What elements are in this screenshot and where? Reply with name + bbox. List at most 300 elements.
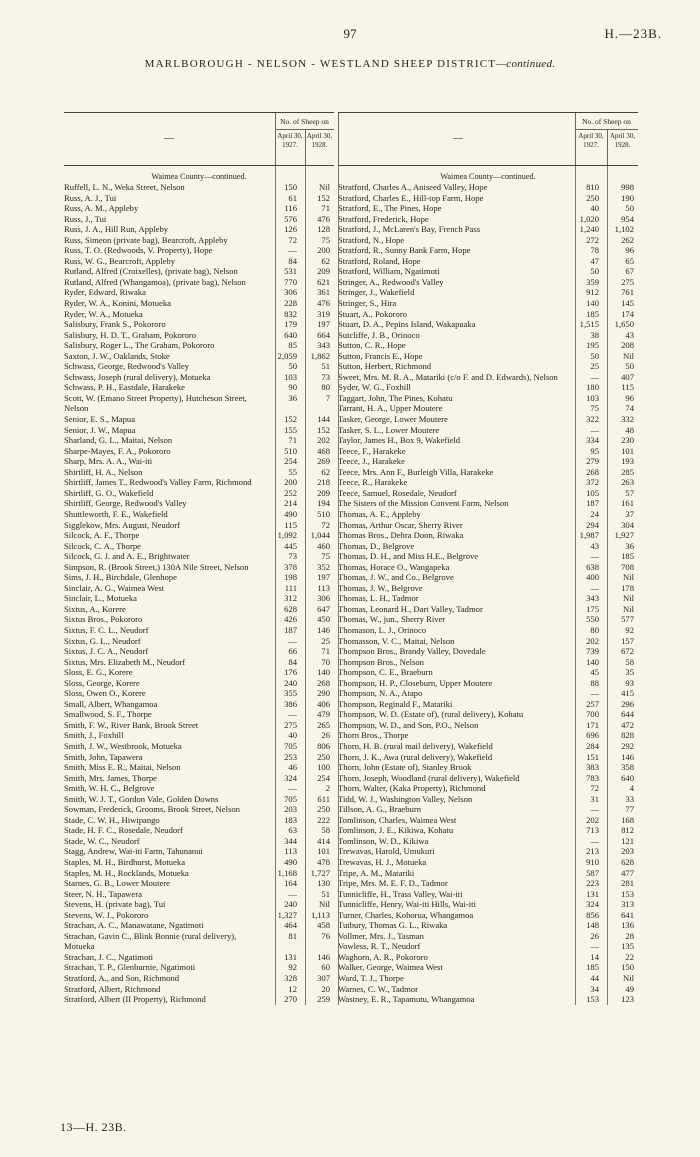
sheep-1927: 783 — [586, 772, 599, 783]
sheep-1927: 810 — [586, 182, 599, 192]
owner-name: Sixtus, Mrs. Elizabeth M., Neudorf — [64, 656, 186, 667]
sheep-1928: 76 — [321, 930, 330, 941]
owner-name: Syder, W. G., Foxhill — [338, 382, 411, 393]
table-row — [64, 182, 334, 193]
table-row — [338, 425, 638, 436]
table-row — [64, 382, 334, 393]
sheep-1928: 168 — [621, 814, 634, 825]
sheep-1928: 161 — [621, 498, 634, 509]
sheep-1928: 70 — [321, 656, 330, 667]
sheep-1928: 307 — [317, 973, 330, 984]
table-row — [64, 520, 334, 531]
sheep-1927: 386 — [284, 698, 297, 709]
sheep-1927: 214 — [284, 498, 297, 509]
owner-name: Thomas, D. H., and Miss H.E., Belgrove — [338, 551, 479, 562]
owner-name: Thompson, Reginald F., Matariki — [338, 698, 453, 709]
sheep-1928: 35 — [625, 667, 634, 678]
sheep-1928: 828 — [621, 730, 634, 741]
sheep-1928: 647 — [317, 603, 330, 614]
sheep-1928: 1,650 — [614, 319, 634, 330]
sheep-count-header: No. of Sheep on — [280, 117, 329, 126]
owner-name: Stuart, A., Pokororo — [338, 308, 407, 319]
sheep-1927: 328 — [284, 973, 297, 984]
sheep-1927: 312 — [284, 593, 297, 604]
table-row — [338, 878, 638, 889]
owner-name: Tomlinson, W. D., Kikiwa — [338, 835, 429, 846]
sheep-1928: 250 — [317, 751, 330, 762]
sheep-1928: 641 — [621, 909, 634, 920]
sheep-1928: 806 — [317, 740, 330, 751]
owner-name: Sutton, C. R., Hope — [338, 340, 406, 351]
owner-name: Stratford, William, Ngatimoti — [338, 266, 440, 277]
sheep-1927: 640 — [284, 329, 297, 340]
owner-name: Tasker, S. L., Lower Moutere — [338, 424, 440, 435]
footer-signature: 13—H. 23B. — [60, 1120, 127, 1134]
sheep-1927: 2,059 — [277, 350, 297, 361]
table-row — [64, 287, 334, 298]
table-row — [64, 815, 334, 826]
owner-name: Tomlinson, J. E., Kikiwa, Kohatu — [338, 825, 454, 836]
owner-name: Saxton, J. W., Oaklands, Stoke — [64, 350, 170, 361]
sheep-1928: 43 — [625, 329, 634, 340]
owner-name: Sutton, Herbert, Richmond — [338, 361, 432, 372]
table-row — [338, 783, 638, 794]
sheep-1928: 49 — [625, 983, 634, 994]
table-row — [64, 372, 334, 383]
owner-name: Thorn, Walter, (Kaka Property), Richmond — [338, 783, 486, 794]
sheep-1928: 146 — [621, 751, 634, 762]
owner-name: Senior, E. S., Mapua — [64, 414, 136, 425]
owner-name: Tasker, George, Lower Moutere — [338, 414, 448, 425]
sheep-1927: 153 — [586, 994, 599, 1005]
table-row — [64, 636, 334, 647]
table-row — [338, 520, 638, 531]
table-row — [338, 509, 638, 520]
owner-name: Thomas, Arthur Oscar, Sherry River — [338, 519, 463, 530]
sheep-1928: 77 — [625, 804, 634, 815]
sheep-1928: 197 — [317, 319, 330, 330]
table-row — [64, 720, 334, 731]
sheep-1927: 131 — [284, 951, 297, 962]
sheep-1928: 1,927 — [614, 530, 634, 541]
owner-name: Thomas, Leonard H., Dart Valley, Tadmor — [338, 603, 483, 614]
sheep-1927: — — [288, 245, 297, 256]
owner-name: Tidd, W. J., Washington Valley, Nelson — [338, 793, 473, 804]
sheep-1927: 72 — [590, 783, 599, 794]
sheep-1927: 113 — [284, 846, 297, 857]
owner-name: Sixtus Bros., Pokororo — [64, 614, 143, 625]
sheep-1928: 708 — [621, 561, 634, 572]
owner-name: Sigglekow, Mrs. August, Neudorf — [64, 519, 180, 530]
owner-name: Thompson, H. P., Closeburn, Upper Moutere — [338, 677, 493, 688]
table-row — [64, 435, 334, 446]
sheep-1928: 48 — [625, 424, 634, 435]
sheep-1928: 152 — [317, 424, 330, 435]
table-row — [64, 825, 334, 836]
owner-name: Thompson Bros., Brandy Valley, Dovedale — [338, 646, 486, 657]
owner-name: Sharpe-Mayes, F. A., Pokororo — [64, 445, 171, 456]
left-table-header — [64, 112, 334, 166]
sheep-1928: 761 — [621, 287, 634, 298]
owner-name: Staples, M. H., Rocklands, Motueka — [64, 867, 189, 878]
table-row — [64, 351, 334, 362]
sheep-1928: 478 — [317, 857, 330, 867]
owner-name: Russ, W. G., Bearcroft, Appleby — [64, 255, 175, 266]
owner-name: Steer, N. H., Tapawera — [64, 888, 142, 899]
sheep-1928: 1,727 — [310, 867, 330, 878]
owner-name: Salisbury, Frank S., Pokororo — [64, 319, 166, 330]
sheep-1928: 33 — [625, 793, 634, 804]
owner-name: Sinclair, L., Motueka — [64, 593, 137, 604]
sheep-1928: 75 — [321, 234, 330, 245]
sheep-1928: 208 — [621, 340, 634, 351]
sheep-1928: 628 — [621, 857, 634, 867]
table-row — [338, 825, 638, 836]
owner-name: Silcock, A. F., Thorpe — [64, 530, 140, 541]
table-row — [338, 193, 638, 204]
owner-name: Thomas, A. E., Appleby — [338, 508, 421, 519]
table-row — [338, 730, 638, 741]
table-row — [338, 762, 638, 773]
sheep-1927: 164 — [284, 878, 297, 889]
owner-name: Ward, T. J., Thorpe — [338, 973, 404, 984]
sheep-1927: 240 — [284, 677, 297, 688]
owner-name: Thomason, L. J., Orinoco — [338, 624, 427, 635]
sheep-1927: 151 — [586, 751, 599, 762]
owner-name: Strachan, J. C., Ngatimoti — [64, 951, 154, 962]
sheep-1927: 88 — [590, 677, 599, 688]
sheep-1927: 50 — [288, 361, 297, 372]
sheep-1928: 22 — [625, 951, 634, 962]
sheep-1928: 50 — [625, 203, 634, 214]
owner-name: Thomas, W., jun., Sherry River — [338, 614, 446, 625]
table-row — [64, 868, 334, 879]
sheep-1928: 150 — [621, 962, 634, 973]
table-row — [64, 752, 334, 763]
owner-name: Sloss, E. G., Korere — [64, 667, 133, 678]
sheep-1927: 713 — [586, 825, 599, 836]
sheep-1928: Nil — [319, 182, 330, 192]
table-row — [64, 994, 334, 1005]
sheep-1928: 51 — [321, 888, 330, 899]
sheep-1927: 306 — [284, 287, 297, 298]
owner-name: Small, Albert, Whangamoa — [64, 698, 158, 709]
sheep-1927: 105 — [586, 487, 599, 498]
table-row — [64, 699, 334, 710]
sheep-1927: 50 — [590, 266, 599, 277]
sheep-1928: 174 — [621, 308, 634, 319]
table-row — [338, 309, 638, 320]
sheep-1927: 185 — [586, 308, 599, 319]
owner-name: Sloss, George, Korere — [64, 677, 140, 688]
sheep-1927: 700 — [586, 709, 599, 720]
sheep-1927: 61 — [288, 192, 297, 203]
sheep-1927: 832 — [284, 308, 297, 319]
sheep-1928: Nil — [623, 593, 634, 604]
table-row — [338, 351, 638, 362]
table-row — [338, 625, 638, 636]
owner-name: Tomlinson, Charles, Waimea West — [338, 814, 457, 825]
sheep-1927: 213 — [586, 846, 599, 857]
table-row — [338, 203, 638, 214]
section-heading: Waimea County—continued. — [151, 172, 247, 181]
owner-name: Shirtliff, George, Redwood's Valley — [64, 498, 187, 509]
sheep-1927: 103 — [586, 392, 599, 403]
sheep-1928: 20 — [321, 983, 330, 994]
table-row — [64, 741, 334, 752]
sheep-1928: 352 — [317, 561, 330, 572]
sheep-1927: 400 — [586, 572, 599, 583]
table-row — [338, 614, 638, 625]
sheep-1928: 268 — [317, 677, 330, 688]
table-row — [64, 498, 334, 509]
table-row — [64, 593, 334, 604]
table-row — [338, 287, 638, 298]
sheep-1927: 14 — [590, 951, 599, 962]
owner-name: Simpson, R. (Brook Street,) 130A Nile Street, Nelson — [64, 561, 249, 572]
sheep-1928: 1,862 — [310, 350, 330, 361]
sheep-1928: 36 — [625, 540, 634, 551]
sheep-1927: 638 — [586, 561, 599, 572]
sheep-1927: 50 — [590, 350, 599, 361]
owner-name: Turner, Charles, Kohorua, Whangamoa — [338, 909, 474, 920]
table-row — [64, 245, 334, 256]
table-row — [338, 182, 638, 193]
sheep-1927: 268 — [586, 466, 599, 477]
owner-name: Staples, M. H., Birdhurst, Motueka — [64, 857, 186, 867]
owner-name: Shirtliff, G. O., Wakefield — [64, 487, 154, 498]
table-row — [338, 994, 638, 1005]
table-row — [338, 741, 638, 752]
table-row — [338, 330, 638, 341]
sheep-1927: 44 — [590, 973, 599, 984]
sheep-1927: 84 — [288, 255, 297, 266]
sheep-1927: 148 — [586, 920, 599, 931]
owner-name: Thomas, J. W., and Co., Belgrove — [338, 572, 454, 583]
year-1927-header: April 30, 1927. — [578, 132, 604, 149]
sheep-1928: 73 — [321, 371, 330, 382]
owner-name: Thomas, D., Belgrove — [338, 540, 415, 551]
owner-name: Teece, J., Harakeke — [338, 456, 405, 467]
table-row — [338, 224, 638, 235]
sheep-1928: 1,044 — [310, 530, 330, 541]
sheep-1928: Nil — [623, 572, 634, 583]
sheep-1928: 218 — [317, 477, 330, 488]
owner-name: Sloss, Owen O., Korere — [64, 688, 146, 699]
table-row — [64, 920, 334, 931]
owner-name: Thompson Bros., Nelson — [338, 656, 424, 667]
sheep-1928: 71 — [321, 203, 330, 214]
table-row — [64, 962, 334, 973]
owner-name: Thompson, W. D., and Son, P.O., Nelson — [338, 719, 479, 730]
sheep-1928: 113 — [317, 582, 330, 593]
owner-name: Russ, A. J., Tui — [64, 192, 117, 203]
sheep-1927: 46 — [288, 762, 297, 773]
owner-name: Russ, J., Tui — [64, 213, 107, 224]
sheep-1927: 203 — [284, 804, 297, 815]
owner-name: Taylor, James H., Box 9, Wakefield — [338, 435, 461, 446]
sheep-1928: 450 — [317, 614, 330, 625]
table-row — [64, 562, 334, 573]
sheep-1928: Nil — [623, 350, 634, 361]
table-row — [338, 720, 638, 731]
table-row — [64, 773, 334, 784]
sheep-1928: 415 — [621, 688, 634, 699]
owner-name: Vowless, R. T., Neudorf — [338, 941, 421, 952]
owner-name: Thomas Bros., Dehra Doon, Riwaka — [338, 530, 464, 541]
sheep-1927: 75 — [590, 403, 599, 414]
table-row — [64, 456, 334, 467]
sheep-1928: 269 — [317, 456, 330, 467]
sheep-1928: 577 — [621, 614, 634, 625]
table-row — [338, 361, 638, 372]
sheep-1927: 1,327 — [277, 909, 297, 920]
sheep-1928: 157 — [621, 635, 634, 646]
sheep-1928: 74 — [625, 403, 634, 414]
table-row — [64, 256, 334, 267]
owner-name: Stagg, Andrew, Wai-iti Farm, Tahunanui — [64, 846, 203, 857]
owner-name: Shirtliff, H. A., Nelson — [64, 466, 143, 477]
owner-name: Tillson, A. G., Braeburn — [338, 804, 421, 815]
table-row — [338, 836, 638, 847]
sheep-1927: 131 — [586, 888, 599, 899]
owner-name: Sharland, G. L., Maitai, Nelson — [64, 435, 173, 446]
sheep-1927: 152 — [284, 414, 297, 425]
table-row — [64, 899, 334, 910]
table-row — [64, 572, 334, 583]
sheep-1927: 324 — [284, 772, 297, 783]
owner-name: Stratford, Roland, Hope — [338, 255, 421, 266]
sheep-1928: Nil — [623, 973, 634, 984]
sheep-1928: 26 — [321, 730, 330, 741]
owner-name: Shuttleworth, F. E., Wakefield — [64, 508, 168, 519]
sheep-1927: 81 — [288, 930, 297, 941]
sheep-1928: 58 — [321, 825, 330, 836]
table-row — [338, 604, 638, 615]
table-row — [64, 477, 334, 488]
table-row — [64, 193, 334, 204]
sheep-1928: 4 — [629, 783, 634, 794]
sheep-1927: 223 — [586, 878, 599, 889]
sheep-1927: 628 — [284, 603, 297, 614]
owner-name: Teece, Mrs. Ann F., Burleigh Villa, Harakeke — [338, 466, 494, 477]
table-row — [338, 910, 638, 921]
owner-name: Schwass, P. H., Eastdale, Harakeke — [64, 382, 185, 393]
owner-name: Stratford, J., McLaren's Bay, French Pass — [338, 224, 481, 235]
sheep-1927: 187 — [586, 498, 599, 509]
sheep-1927: 696 — [586, 730, 599, 741]
sheep-1927: 34 — [590, 983, 599, 994]
table-row — [64, 804, 334, 815]
sheep-1928: 812 — [621, 825, 634, 836]
sheep-1927: 43 — [590, 540, 599, 551]
table-row — [64, 551, 334, 562]
sheep-1927: 85 — [288, 340, 297, 351]
sheep-1928: 460 — [317, 540, 330, 551]
owner-name: Stratford, Albert, Richmond — [64, 983, 161, 994]
sheep-1927: 72 — [288, 234, 297, 245]
table-row — [338, 456, 638, 467]
table-row — [64, 393, 334, 414]
sheep-1927: 202 — [586, 814, 599, 825]
sheep-1927: 1,515 — [579, 319, 599, 330]
owner-name: Sutcliffe, J. B., Orinoco — [338, 329, 420, 340]
sheep-1928: 71 — [321, 646, 330, 657]
table-row — [64, 657, 334, 668]
sheep-1927: 185 — [586, 962, 599, 973]
sheep-1927: 140 — [586, 656, 599, 667]
table-row — [64, 846, 334, 857]
sheep-1927: 1,020 — [579, 213, 599, 224]
sheep-1928: 275 — [621, 276, 634, 287]
sheep-1927: 378 — [284, 561, 297, 572]
sheep-1928: 178 — [621, 582, 634, 593]
sheep-1927: 140 — [586, 298, 599, 309]
name-column-header: — — [164, 133, 174, 144]
owner-name: Stuart, D. A., Pepins Island, Wakapuaka — [338, 319, 476, 330]
year-1927-header: April 30, 1927. — [277, 132, 303, 149]
owner-name: Smith, Miss E. R., Maitai, Nelson — [64, 762, 181, 773]
sheep-1927: 202 — [586, 635, 599, 646]
sheep-1927: — — [590, 424, 599, 435]
year-1928-header: April 30, 1928. — [609, 132, 636, 149]
table-row — [338, 551, 638, 562]
owner-name: Smallwood, S. F., Thorpe — [64, 709, 152, 720]
owner-name: Strachan, T. P., Glenburnie, Ngatimoti — [64, 962, 196, 973]
owner-name: Silcock, C. A., Thorpe — [64, 540, 141, 551]
table-row — [338, 931, 638, 942]
table-row — [338, 277, 638, 288]
page-title — [0, 58, 700, 70]
table-row — [338, 709, 638, 720]
owner-name: Salisbury, Roger L., The Graham, Pokororo — [64, 340, 215, 351]
table-row — [338, 636, 638, 647]
owner-name: Russ, Simeon (private bag), Bearcroft, Appleby — [64, 234, 228, 245]
sheep-1927: 910 — [586, 857, 599, 867]
sheep-1928: 197 — [317, 572, 330, 583]
owner-name: Smith, F. W., River Bank, Brook Street — [64, 719, 199, 730]
owner-name: Stade, W. C., Neudorf — [64, 835, 140, 846]
table-row — [64, 330, 334, 341]
owner-name: Sutton, Francis E., Hope — [338, 350, 423, 361]
table-row — [338, 857, 638, 868]
sheep-1928: 998 — [621, 182, 634, 192]
sheep-1928: 51 — [321, 361, 330, 372]
sheep-1928: 62 — [321, 466, 330, 477]
sheep-1928: 58 — [625, 656, 634, 667]
sheep-1928: 75 — [321, 551, 330, 562]
owner-name: Ruffell, L. N., Weka Street, Nelson — [64, 182, 185, 192]
sheep-1928: 477 — [621, 867, 634, 878]
page-number: 97 — [343, 26, 357, 41]
owner-name: Rutland, Alfred (Croixelles), (private bag), Nelson — [64, 266, 238, 277]
table-row — [338, 498, 638, 509]
sheep-1927: 84 — [288, 656, 297, 667]
sheep-1928: 123 — [621, 994, 634, 1005]
table-row — [64, 309, 334, 320]
sheep-1928: 96 — [625, 392, 634, 403]
table-row — [338, 256, 638, 267]
owner-name: Starnes, G. B., Lower Moutere — [64, 878, 170, 889]
sheep-1928: 152 — [317, 192, 330, 203]
table-row — [64, 277, 334, 288]
sheep-1927: 250 — [586, 192, 599, 203]
owner-name: Thorn, Joseph, Woodland (rural delivery), Wakefield — [338, 772, 520, 783]
table-row — [64, 203, 334, 214]
table-row — [338, 646, 638, 657]
owner-name: Thompson, W. D. (Estate of), (rural delivery), Kohatu — [338, 709, 524, 720]
table-row — [64, 614, 334, 625]
